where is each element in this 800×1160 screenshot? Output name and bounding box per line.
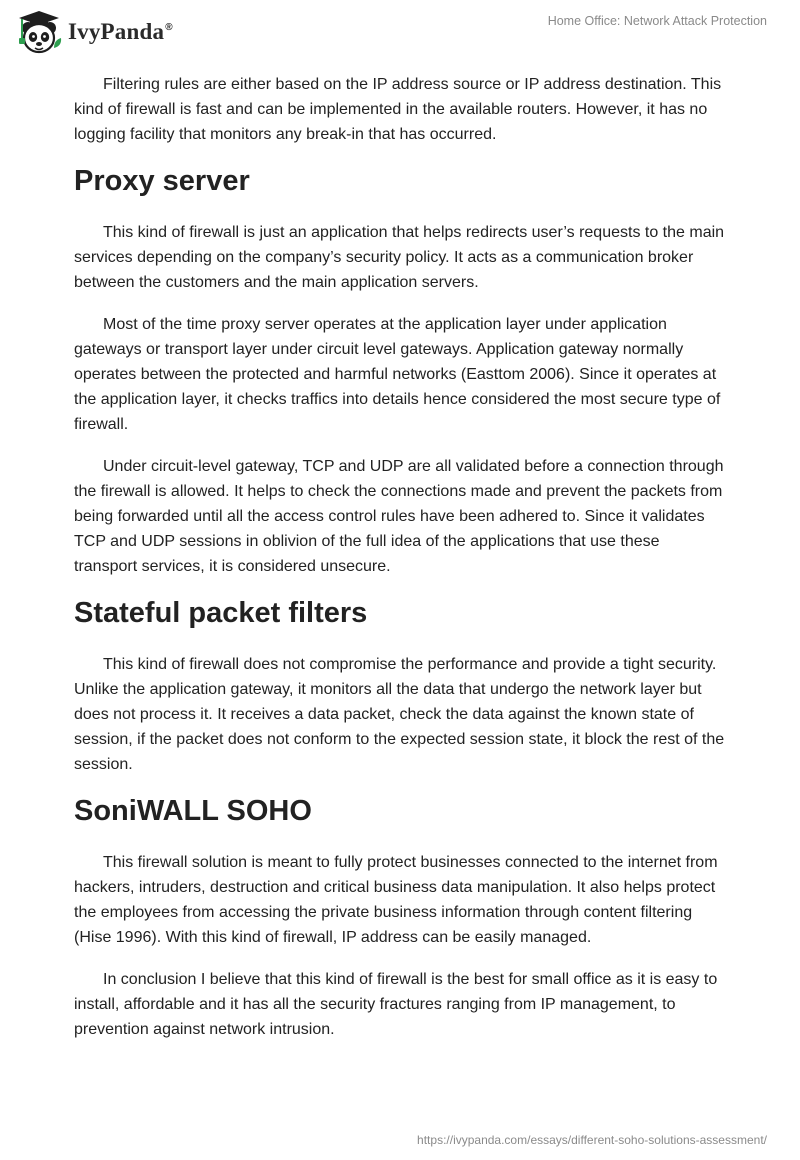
essay-content [74, 72, 726, 1059]
panda-graduate-icon [14, 8, 64, 56]
paragraph: This kind of firewall is just an application that helps redirects user’s requests to the main services depending on the company’s security policy. It acts as a communication broker between the customers and the main application servers. [74, 224, 725, 291]
section-heading: SoniWALL SOHO [74, 795, 312, 827]
registered-mark: ® [165, 22, 173, 34]
paragraph: Filtering rules are either based on the IP address source or IP address destination. This kind of firewall is fast and can be implemented in the available routers. However, it has no logging facility that monitors any break-in that has occurred. [74, 76, 722, 143]
ivypanda-logo[interactable] [14, 8, 173, 56]
paragraph: This kind of firewall does not compromise the performance and provide a tight security. Unlike the application gateway, it monitors all the data that undergo the network layer but does not process it. It receives a data packet, check the data against the known state of session, if the packet does not conform to the expected session state, it block the rest of the session. [74, 656, 725, 773]
paragraph: Most of the time proxy server operates at the application layer under application gateways or transport layer under circuit level gateways. Application gateway normally operates between the protected and harmful networks (Easttom 2006). Since it operates at the application layer, it checks traffics into details hence considered the most secure type of firewall. [74, 316, 721, 433]
source-url-link[interactable]: https://ivypanda.com/essays/different-soho-solutions-assessment/ [417, 1133, 767, 1147]
document-title: Home Office: Network Attack Protection [547, 14, 767, 28]
paragraph: Under circuit-level gateway, TCP and UDP are all validated before a connection through the firewall is allowed. It helps to check the connections made and prevent the packets from being forwarded until all the access control rules have been adhered to. Since it validates TCP and UDP sessions in oblivion of the full idea of the applications that use these transport services, it is considered unsecure. [74, 458, 724, 575]
paragraph: This firewall solution is meant to fully protect businesses connected to the internet from hackers, intruders, destruction and critical business data manipulation. It also helps protect the employees from accessing the private business information through content filtering (Hise 1996). With this kind of firewall, IP address can be easily managed. [74, 854, 718, 946]
section-heading: Stateful packet filters [74, 597, 368, 629]
section-heading: Proxy server [74, 165, 250, 197]
paragraph: In conclusion I believe that this kind of firewall is the best for small office as it is easy to install, affordable and it has all the security fractures ranging from IP management, to prevention against network intrusion. [74, 971, 718, 1038]
brand-name: IvyPanda® [68, 19, 173, 44]
page-header [0, 0, 800, 66]
